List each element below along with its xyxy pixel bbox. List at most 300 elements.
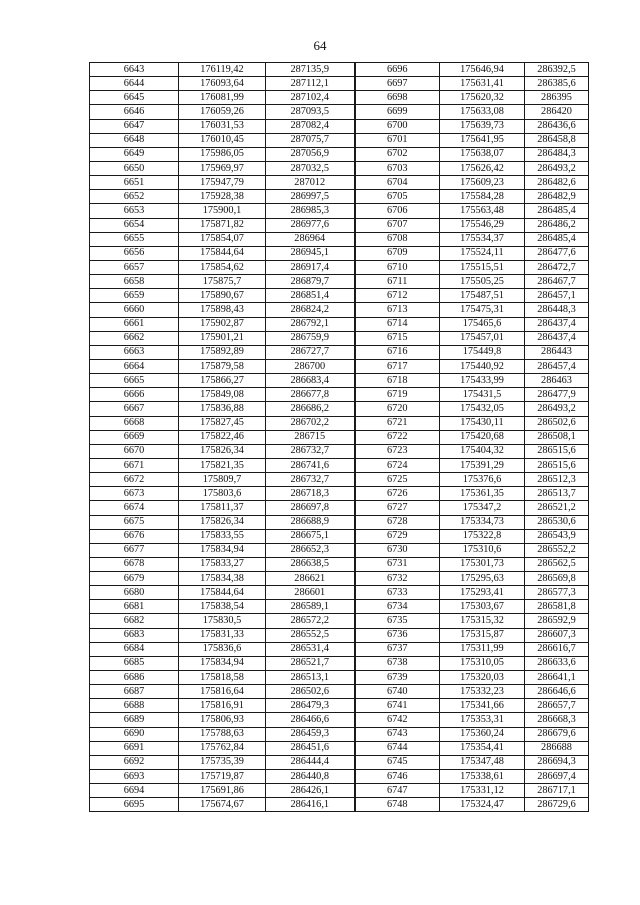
table-row (90, 303, 589, 317)
x-coordinate-cell: 175338,61 (440, 770, 525, 784)
x-coordinate-cell: 175515,51 (440, 260, 525, 274)
point-number-cell: 6709 (355, 246, 440, 260)
point-number-cell: 6669 (90, 430, 179, 444)
point-number-cell: 6683 (90, 628, 179, 642)
x-coordinate-cell: 175324,47 (440, 798, 525, 812)
y-coordinate-cell: 286531,4 (266, 642, 355, 656)
point-number-cell: 6674 (90, 501, 179, 515)
x-coordinate-cell: 175332,23 (440, 685, 525, 699)
y-coordinate-cell: 286420 (525, 105, 589, 119)
y-coordinate-cell: 286482,6 (525, 176, 589, 190)
table-row (90, 176, 589, 190)
y-coordinate-cell: 286521,2 (525, 501, 589, 515)
table-row (90, 798, 589, 812)
y-coordinate-cell: 286392,5 (525, 63, 589, 77)
table-row (90, 600, 589, 614)
y-coordinate-cell: 286463 (525, 374, 589, 388)
y-coordinate-cell: 286675,1 (266, 529, 355, 543)
y-coordinate-cell: 286697,4 (525, 770, 589, 784)
x-coordinate-cell: 175303,67 (440, 600, 525, 614)
x-coordinate-cell: 175818,58 (179, 671, 266, 685)
table-row (90, 232, 589, 246)
y-coordinate-cell: 286485,4 (525, 204, 589, 218)
y-coordinate-cell: 286616,7 (525, 642, 589, 656)
point-number-cell: 6675 (90, 515, 179, 529)
table-row (90, 359, 589, 373)
x-coordinate-cell: 175833,27 (179, 557, 266, 571)
y-coordinate-cell: 286686,2 (266, 402, 355, 416)
x-coordinate-cell: 175875,7 (179, 275, 266, 289)
coordinates-table-body (90, 63, 589, 812)
x-coordinate-cell: 175341,66 (440, 699, 525, 713)
point-number-cell: 6722 (355, 430, 440, 444)
x-coordinate-cell: 175735,39 (179, 755, 266, 769)
x-coordinate-cell: 175901,21 (179, 331, 266, 345)
point-number-cell: 6748 (355, 798, 440, 812)
x-coordinate-cell: 175822,46 (179, 430, 266, 444)
point-number-cell: 6645 (90, 91, 179, 105)
x-coordinate-cell: 175430,11 (440, 416, 525, 430)
point-number-cell: 6693 (90, 770, 179, 784)
y-coordinate-cell: 286552,5 (266, 628, 355, 642)
page-number: 64 (313, 38, 327, 53)
x-coordinate-cell: 175900,1 (179, 204, 266, 218)
point-number-cell: 6665 (90, 374, 179, 388)
point-number-cell: 6702 (355, 147, 440, 161)
x-coordinate-cell: 175546,29 (440, 218, 525, 232)
x-coordinate-cell: 176059,26 (179, 105, 266, 119)
x-coordinate-cell: 175854,07 (179, 232, 266, 246)
y-coordinate-cell: 286601 (266, 586, 355, 600)
point-number-cell: 6655 (90, 232, 179, 246)
y-coordinate-cell: 287112,1 (266, 77, 355, 91)
point-number-cell: 6744 (355, 741, 440, 755)
point-number-cell: 6724 (355, 458, 440, 472)
point-number-cell: 6646 (90, 105, 179, 119)
table-row (90, 444, 589, 458)
x-coordinate-cell: 175844,64 (179, 246, 266, 260)
x-coordinate-cell: 175353,31 (440, 713, 525, 727)
y-coordinate-cell: 286879,7 (266, 275, 355, 289)
table-row (90, 147, 589, 161)
point-number-cell: 6717 (355, 359, 440, 373)
point-number-cell: 6670 (90, 444, 179, 458)
x-coordinate-cell: 175947,79 (179, 176, 266, 190)
y-coordinate-cell: 286458,8 (525, 133, 589, 147)
point-number-cell: 6644 (90, 77, 179, 91)
point-number-cell: 6650 (90, 161, 179, 175)
point-number-cell: 6660 (90, 303, 179, 317)
point-number-cell: 6711 (355, 275, 440, 289)
y-coordinate-cell: 286917,4 (266, 260, 355, 274)
point-number-cell: 6728 (355, 515, 440, 529)
y-coordinate-cell: 286700 (266, 359, 355, 373)
y-coordinate-cell: 286416,1 (266, 798, 355, 812)
x-coordinate-cell: 175803,6 (179, 487, 266, 501)
y-coordinate-cell: 286457,4 (525, 359, 589, 373)
point-number-cell: 6703 (355, 161, 440, 175)
x-coordinate-cell: 175633,08 (440, 105, 525, 119)
x-coordinate-cell: 176119,42 (179, 63, 266, 77)
point-number-cell: 6730 (355, 543, 440, 557)
x-coordinate-cell: 175465,6 (440, 317, 525, 331)
table-row (90, 529, 589, 543)
y-coordinate-cell: 286759,9 (266, 331, 355, 345)
x-coordinate-cell: 175295,63 (440, 572, 525, 586)
x-coordinate-cell: 175986,05 (179, 147, 266, 161)
table-row (90, 755, 589, 769)
y-coordinate-cell: 286512,3 (525, 473, 589, 487)
y-coordinate-cell: 286477,6 (525, 246, 589, 260)
y-coordinate-cell: 286513,1 (266, 671, 355, 685)
y-coordinate-cell: 286437,4 (525, 331, 589, 345)
point-number-cell: 6680 (90, 586, 179, 600)
x-coordinate-cell: 175420,68 (440, 430, 525, 444)
point-number-cell: 6719 (355, 388, 440, 402)
table-row (90, 374, 589, 388)
x-coordinate-cell: 175457,01 (440, 331, 525, 345)
x-coordinate-cell: 175969,97 (179, 161, 266, 175)
y-coordinate-cell: 286426,1 (266, 784, 355, 798)
x-coordinate-cell: 175638,07 (440, 147, 525, 161)
table-row (90, 557, 589, 571)
point-number-cell: 6682 (90, 614, 179, 628)
table-row (90, 515, 589, 529)
table-row (90, 161, 589, 175)
point-number-cell: 6663 (90, 345, 179, 359)
x-coordinate-cell: 175831,33 (179, 628, 266, 642)
table-row (90, 501, 589, 515)
y-coordinate-cell: 287135,9 (266, 63, 355, 77)
y-coordinate-cell: 286493,2 (525, 161, 589, 175)
y-coordinate-cell: 286621 (266, 572, 355, 586)
x-coordinate-cell: 175433,99 (440, 374, 525, 388)
x-coordinate-cell: 175334,73 (440, 515, 525, 529)
y-coordinate-cell: 286732,7 (266, 444, 355, 458)
y-coordinate-cell: 286851,4 (266, 289, 355, 303)
y-coordinate-cell: 286633,6 (525, 656, 589, 670)
point-number-cell: 6723 (355, 444, 440, 458)
x-coordinate-cell: 175830,5 (179, 614, 266, 628)
point-number-cell: 6698 (355, 91, 440, 105)
x-coordinate-cell: 175322,8 (440, 529, 525, 543)
coordinates-table (89, 62, 589, 812)
point-number-cell: 6738 (355, 656, 440, 670)
y-coordinate-cell: 286515,6 (525, 458, 589, 472)
y-coordinate-cell: 287093,5 (266, 105, 355, 119)
table-row (90, 260, 589, 274)
point-number-cell: 6707 (355, 218, 440, 232)
point-number-cell: 6729 (355, 529, 440, 543)
point-number-cell: 6659 (90, 289, 179, 303)
table-row (90, 713, 589, 727)
table-row (90, 727, 589, 741)
y-coordinate-cell: 286472,7 (525, 260, 589, 274)
point-number-cell: 6690 (90, 727, 179, 741)
x-coordinate-cell: 175641,95 (440, 133, 525, 147)
y-coordinate-cell: 286479,3 (266, 699, 355, 713)
x-coordinate-cell: 175898,43 (179, 303, 266, 317)
y-coordinate-cell: 286508,1 (525, 430, 589, 444)
x-coordinate-cell: 175310,05 (440, 656, 525, 670)
point-number-cell: 6720 (355, 402, 440, 416)
y-coordinate-cell: 286484,3 (525, 147, 589, 161)
y-coordinate-cell: 286668,3 (525, 713, 589, 727)
x-coordinate-cell: 175475,31 (440, 303, 525, 317)
point-number-cell: 6725 (355, 473, 440, 487)
x-coordinate-cell: 175626,42 (440, 161, 525, 175)
table-row (90, 218, 589, 232)
x-coordinate-cell: 175816,64 (179, 685, 266, 699)
y-coordinate-cell: 286646,6 (525, 685, 589, 699)
x-coordinate-cell: 176031,53 (179, 119, 266, 133)
point-number-cell: 6705 (355, 190, 440, 204)
point-number-cell: 6662 (90, 331, 179, 345)
point-number-cell: 6685 (90, 656, 179, 670)
y-coordinate-cell: 286451,6 (266, 741, 355, 755)
point-number-cell: 6672 (90, 473, 179, 487)
y-coordinate-cell: 286477,9 (525, 388, 589, 402)
y-coordinate-cell: 286436,6 (525, 119, 589, 133)
x-coordinate-cell: 175854,62 (179, 260, 266, 274)
point-number-cell: 6700 (355, 119, 440, 133)
y-coordinate-cell: 286677,8 (266, 388, 355, 402)
x-coordinate-cell: 175806,93 (179, 713, 266, 727)
x-coordinate-cell: 175331,12 (440, 784, 525, 798)
point-number-cell: 6654 (90, 218, 179, 232)
y-coordinate-cell: 286683,4 (266, 374, 355, 388)
table-row (90, 642, 589, 656)
point-number-cell: 6737 (355, 642, 440, 656)
point-number-cell: 6676 (90, 529, 179, 543)
x-coordinate-cell: 176081,99 (179, 91, 266, 105)
y-coordinate-cell: 286679,6 (525, 727, 589, 741)
x-coordinate-cell: 175849,08 (179, 388, 266, 402)
point-number-cell: 6743 (355, 727, 440, 741)
y-coordinate-cell: 286977,6 (266, 218, 355, 232)
y-coordinate-cell: 286502,6 (525, 416, 589, 430)
y-coordinate-cell: 286437,4 (525, 317, 589, 331)
y-coordinate-cell: 286697,8 (266, 501, 355, 515)
x-coordinate-cell: 175844,64 (179, 586, 266, 600)
x-coordinate-cell: 175816,91 (179, 699, 266, 713)
x-coordinate-cell: 175646,94 (440, 63, 525, 77)
table-row (90, 416, 589, 430)
x-coordinate-cell: 175376,6 (440, 473, 525, 487)
y-coordinate-cell: 286641,1 (525, 671, 589, 685)
point-number-cell: 6701 (355, 133, 440, 147)
table-row (90, 317, 589, 331)
point-number-cell: 6652 (90, 190, 179, 204)
point-number-cell: 6677 (90, 543, 179, 557)
y-coordinate-cell: 286457,1 (525, 289, 589, 303)
point-number-cell: 6658 (90, 275, 179, 289)
table-row (90, 614, 589, 628)
x-coordinate-cell: 175354,41 (440, 741, 525, 755)
y-coordinate-cell: 286694,3 (525, 755, 589, 769)
point-number-cell: 6666 (90, 388, 179, 402)
y-coordinate-cell: 286577,3 (525, 586, 589, 600)
x-coordinate-cell: 175609,23 (440, 176, 525, 190)
y-coordinate-cell: 286717,1 (525, 784, 589, 798)
y-coordinate-cell: 286985,3 (266, 204, 355, 218)
x-coordinate-cell: 175310,6 (440, 543, 525, 557)
x-coordinate-cell: 175788,63 (179, 727, 266, 741)
table-row (90, 656, 589, 670)
table-row (90, 741, 589, 755)
point-number-cell: 6681 (90, 600, 179, 614)
table-row (90, 77, 589, 91)
point-number-cell: 6741 (355, 699, 440, 713)
table-row (90, 458, 589, 472)
point-number-cell: 6689 (90, 713, 179, 727)
y-coordinate-cell: 286702,2 (266, 416, 355, 430)
x-coordinate-cell: 175809,7 (179, 473, 266, 487)
point-number-cell: 6643 (90, 63, 179, 77)
x-coordinate-cell: 175834,94 (179, 656, 266, 670)
x-coordinate-cell: 175631,41 (440, 77, 525, 91)
x-coordinate-cell: 175301,73 (440, 557, 525, 571)
y-coordinate-cell: 286688,9 (266, 515, 355, 529)
point-number-cell: 6647 (90, 119, 179, 133)
point-number-cell: 6679 (90, 572, 179, 586)
table-row (90, 91, 589, 105)
x-coordinate-cell: 175890,67 (179, 289, 266, 303)
y-coordinate-cell: 286572,2 (266, 614, 355, 628)
y-coordinate-cell: 287075,7 (266, 133, 355, 147)
point-number-cell: 6736 (355, 628, 440, 642)
table-row (90, 487, 589, 501)
table-row (90, 430, 589, 444)
x-coordinate-cell: 175432,05 (440, 402, 525, 416)
x-coordinate-cell: 175834,94 (179, 543, 266, 557)
x-coordinate-cell: 175360,24 (440, 727, 525, 741)
point-number-cell: 6656 (90, 246, 179, 260)
table-row (90, 699, 589, 713)
y-coordinate-cell: 287082,4 (266, 119, 355, 133)
x-coordinate-cell: 175674,67 (179, 798, 266, 812)
table-row (90, 331, 589, 345)
point-number-cell: 6713 (355, 303, 440, 317)
x-coordinate-cell: 175563,48 (440, 204, 525, 218)
x-coordinate-cell: 175826,34 (179, 444, 266, 458)
point-number-cell: 6715 (355, 331, 440, 345)
point-number-cell: 6704 (355, 176, 440, 190)
x-coordinate-cell: 175826,34 (179, 515, 266, 529)
y-coordinate-cell: 286729,6 (525, 798, 589, 812)
y-coordinate-cell: 286486,2 (525, 218, 589, 232)
point-number-cell: 6661 (90, 317, 179, 331)
x-coordinate-cell: 175719,87 (179, 770, 266, 784)
point-number-cell: 6699 (355, 105, 440, 119)
x-coordinate-cell: 175639,73 (440, 119, 525, 133)
table-row (90, 784, 589, 798)
y-coordinate-cell: 286718,3 (266, 487, 355, 501)
y-coordinate-cell: 286732,7 (266, 473, 355, 487)
x-coordinate-cell: 175827,45 (179, 416, 266, 430)
y-coordinate-cell: 286589,1 (266, 600, 355, 614)
point-number-cell: 6667 (90, 402, 179, 416)
y-coordinate-cell: 286513,7 (525, 487, 589, 501)
x-coordinate-cell: 175620,32 (440, 91, 525, 105)
table-row (90, 671, 589, 685)
point-number-cell: 6714 (355, 317, 440, 331)
point-number-cell: 6726 (355, 487, 440, 501)
point-number-cell: 6664 (90, 359, 179, 373)
point-number-cell: 6727 (355, 501, 440, 515)
x-coordinate-cell: 175838,54 (179, 600, 266, 614)
x-coordinate-cell: 175391,29 (440, 458, 525, 472)
y-coordinate-cell: 286444,4 (266, 755, 355, 769)
x-coordinate-cell: 175584,28 (440, 190, 525, 204)
y-coordinate-cell: 286945,1 (266, 246, 355, 260)
y-coordinate-cell: 286502,6 (266, 685, 355, 699)
y-coordinate-cell: 286521,7 (266, 656, 355, 670)
point-number-cell: 6688 (90, 699, 179, 713)
x-coordinate-cell: 175361,35 (440, 487, 525, 501)
x-coordinate-cell: 175440,92 (440, 359, 525, 373)
x-coordinate-cell: 175902,87 (179, 317, 266, 331)
y-coordinate-cell: 286607,3 (525, 628, 589, 642)
x-coordinate-cell: 176010,45 (179, 133, 266, 147)
point-number-cell: 6649 (90, 147, 179, 161)
point-number-cell: 6735 (355, 614, 440, 628)
y-coordinate-cell: 286741,6 (266, 458, 355, 472)
y-coordinate-cell: 286638,5 (266, 557, 355, 571)
y-coordinate-cell: 286440,8 (266, 770, 355, 784)
point-number-cell: 6684 (90, 642, 179, 656)
point-number-cell: 6687 (90, 685, 179, 699)
x-coordinate-cell: 175762,84 (179, 741, 266, 755)
x-coordinate-cell: 175691,86 (179, 784, 266, 798)
table-row (90, 133, 589, 147)
x-coordinate-cell: 175811,37 (179, 501, 266, 515)
table-row (90, 105, 589, 119)
table-row (90, 572, 589, 586)
point-number-cell: 6648 (90, 133, 179, 147)
x-coordinate-cell: 175834,38 (179, 572, 266, 586)
x-coordinate-cell: 175836,6 (179, 642, 266, 656)
table-row (90, 190, 589, 204)
point-number-cell: 6746 (355, 770, 440, 784)
point-number-cell: 6697 (355, 77, 440, 91)
table-row (90, 63, 589, 77)
point-number-cell: 6653 (90, 204, 179, 218)
table-row (90, 685, 589, 699)
y-coordinate-cell: 286543,9 (525, 529, 589, 543)
y-coordinate-cell: 287032,5 (266, 161, 355, 175)
point-number-cell: 6732 (355, 572, 440, 586)
point-number-cell: 6696 (355, 63, 440, 77)
x-coordinate-cell: 175836,88 (179, 402, 266, 416)
x-coordinate-cell: 175347,2 (440, 501, 525, 515)
y-coordinate-cell: 286997,5 (266, 190, 355, 204)
table-row (90, 473, 589, 487)
point-number-cell: 6694 (90, 784, 179, 798)
y-coordinate-cell: 286657,7 (525, 699, 589, 713)
point-number-cell: 6747 (355, 784, 440, 798)
table-row (90, 543, 589, 557)
point-number-cell: 6710 (355, 260, 440, 274)
x-coordinate-cell: 176093,64 (179, 77, 266, 91)
point-number-cell: 6721 (355, 416, 440, 430)
table-row (90, 345, 589, 359)
x-coordinate-cell: 175404,32 (440, 444, 525, 458)
x-coordinate-cell: 175892,89 (179, 345, 266, 359)
y-coordinate-cell: 286395 (525, 91, 589, 105)
y-coordinate-cell: 286715 (266, 430, 355, 444)
table-row (90, 586, 589, 600)
